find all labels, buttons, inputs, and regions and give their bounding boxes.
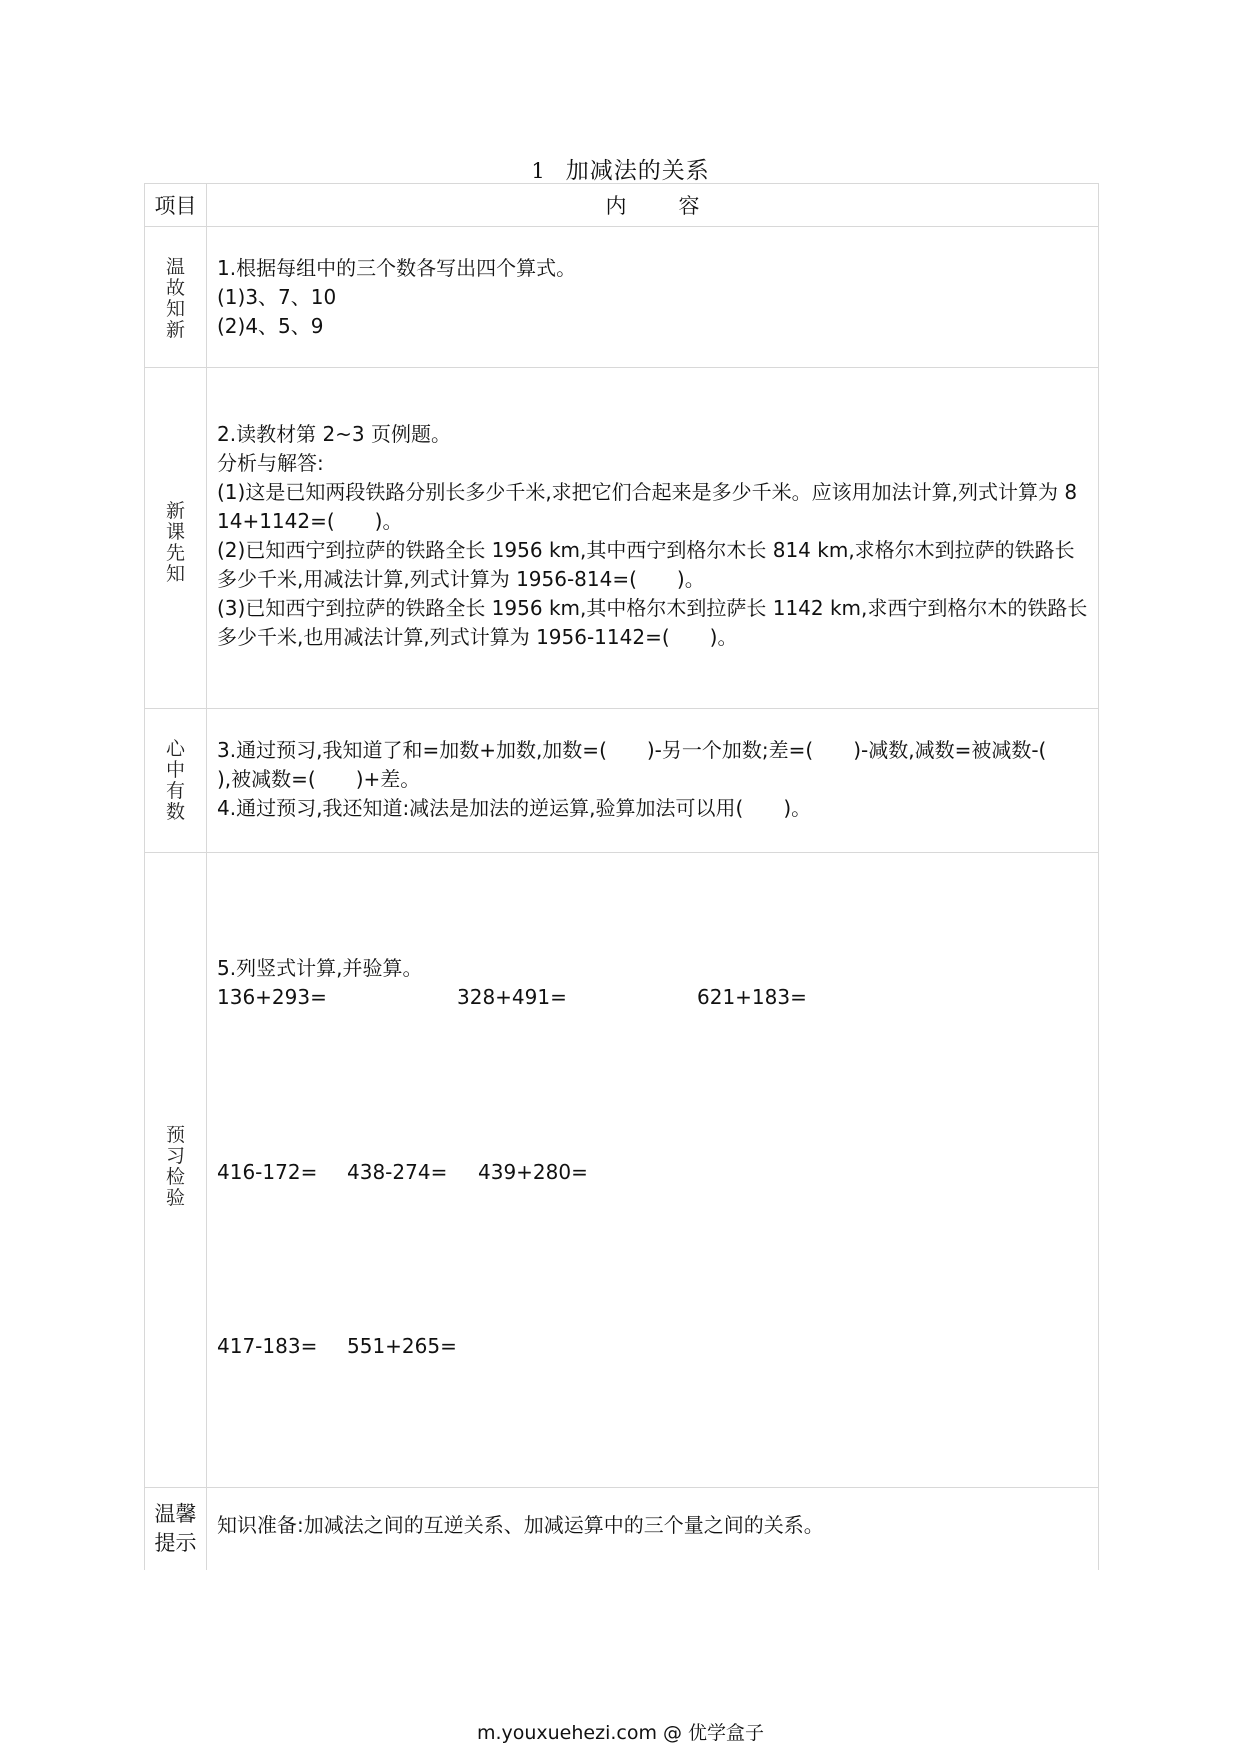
content-cell	[207, 1488, 1099, 1571]
content-cell	[207, 709, 1099, 853]
question-2: 2.读教材第 2~3 页例题。	[217, 422, 452, 446]
row-xinzhong	[145, 709, 1099, 853]
lesson-title: 加减法的关系	[565, 158, 710, 184]
equation: 416-172=	[217, 1160, 318, 1184]
content-cell	[207, 368, 1099, 709]
content-cell	[207, 227, 1099, 368]
label-cell	[145, 227, 207, 368]
question-1-item-1: (1)3、7、10	[217, 285, 337, 309]
question-5: 5.列竖式计算,并验算。	[217, 956, 423, 980]
section-label: 心中有数	[165, 738, 185, 823]
question-1: 1.根据每组中的三个数各写出四个算式。	[217, 256, 577, 280]
equation-row-1	[217, 983, 1088, 1012]
row-wenxin	[145, 1488, 1099, 1571]
row-yuxi	[145, 853, 1099, 1488]
header-col-item: 项目	[145, 184, 207, 227]
footer-watermark: m.youxuehezi.com @ 优学盒子	[476, 1722, 765, 1744]
header-col-content: 内容	[207, 184, 1099, 227]
analysis-part-1: (1)这是已知两段铁路分别长多少千米,求把它们合起来是多少千米。应该用加法计算,列式计算为 814+1142=( )。	[217, 480, 1078, 533]
equation-row-3	[217, 1332, 1088, 1361]
label-cell	[145, 709, 207, 853]
question-1-item-2: (2)4、5、9	[217, 314, 324, 338]
analysis-part-2: (2)已知西宁到拉萨的铁路全长 1956 km,其中西宁到格尔木长 814 km,求格尔木到拉萨的铁路长多少千米,用减法计算,列式计算为 1956-814=( )。	[217, 538, 1075, 591]
equation: 328+491=	[457, 985, 567, 1009]
question-4: 4.通过预习,我还知道:减法是加法的逆运算,验算加法可以用( )。	[217, 796, 812, 820]
equation: 438-274=	[347, 1160, 448, 1184]
label-cell	[145, 1488, 207, 1571]
worksheet-table	[144, 183, 1099, 1570]
page-title	[0, 152, 1241, 185]
equation: 439+280=	[478, 1160, 588, 1184]
lesson-number: 1	[531, 159, 546, 183]
equation: 417-183=	[217, 1334, 318, 1358]
equation-row-2	[217, 1158, 1088, 1187]
row-wengu	[145, 227, 1099, 368]
analysis-part-3: (3)已知西宁到拉萨的铁路全长 1956 km,其中格尔木到拉萨长 1142 km,求西宁到格尔木的铁路长多少千米,也用减法计算,列式计算为 1956-1142=( )。	[217, 596, 1088, 649]
equation: 621+183=	[697, 985, 807, 1009]
label-cell	[145, 853, 207, 1488]
header-row	[145, 184, 1099, 227]
label-cell	[145, 368, 207, 709]
question-3: 3.通过预习,我知道了和=加数+加数,加数=( )-另一个加数;差=( )-减数,减数=被减数-( ),被减数=( )+差。	[217, 738, 1087, 791]
section-label: 预习检验	[165, 1124, 185, 1209]
tip-text: 知识准备:加减法之间的互逆关系、加减运算中的三个量之间的关系。	[217, 1513, 824, 1537]
analysis-heading: 分析与解答:	[217, 451, 324, 475]
section-label: 温故知新	[165, 256, 185, 341]
section-label: 新课先知	[165, 500, 185, 585]
section-label: 温馨提示	[154, 1502, 197, 1555]
content-cell	[207, 853, 1099, 1488]
equation: 136+293=	[217, 985, 327, 1009]
equation: 551+265=	[347, 1334, 457, 1358]
row-xinke	[145, 368, 1099, 709]
